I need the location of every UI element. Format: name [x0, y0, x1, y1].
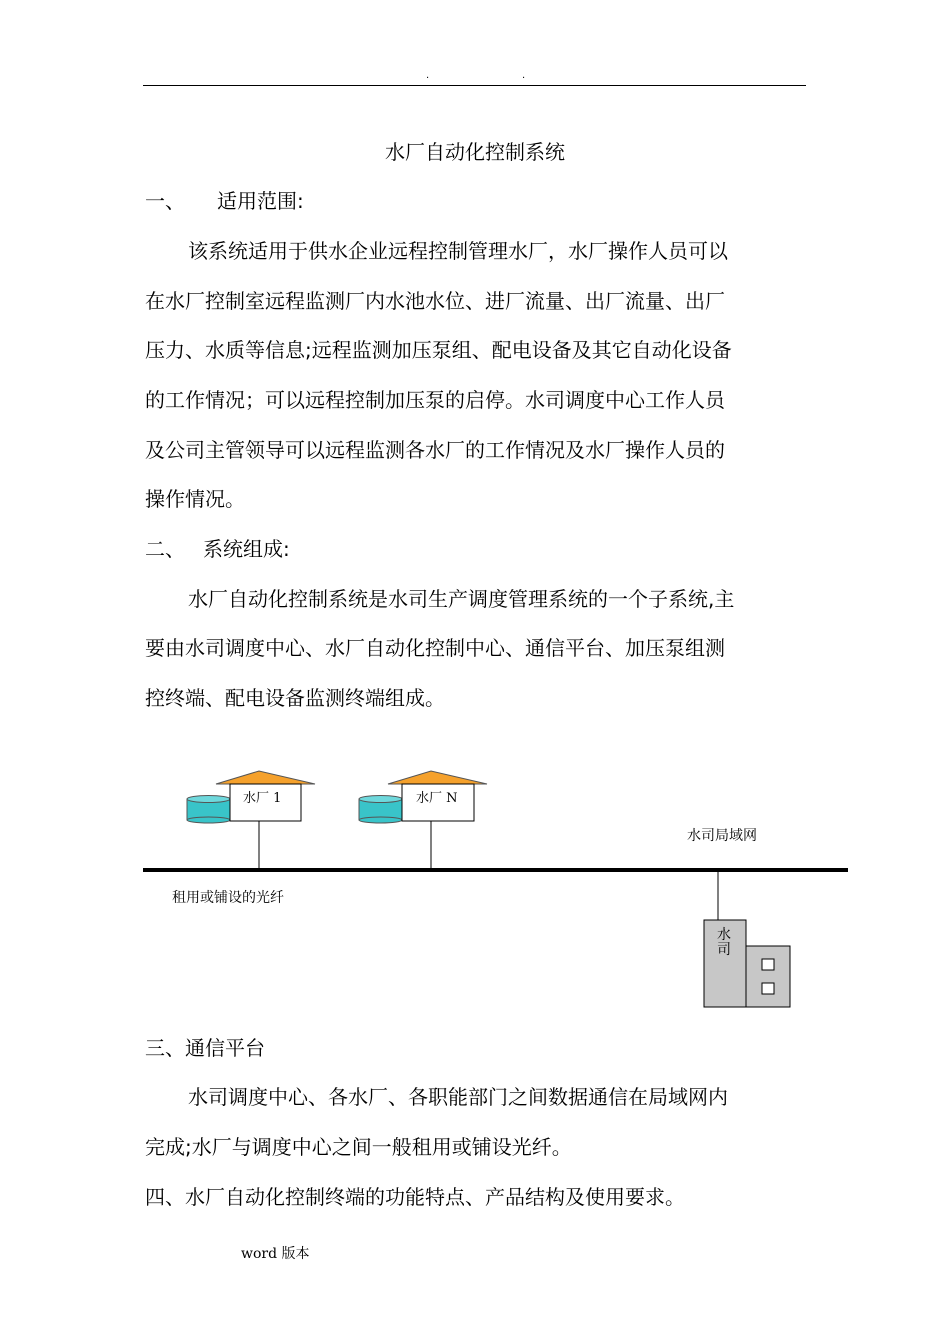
window-icon — [762, 983, 774, 994]
section1-number: 一、 — [145, 189, 185, 213]
roof-icon — [388, 771, 487, 784]
section1-line: 的工作情况；可以远程控制加压泵的启停。水司调度中心工作人员 — [145, 388, 725, 412]
section4-heading: 四、水厂自动化控制终端的功能特点、产品结构及使用要求。 — [145, 1185, 685, 1209]
section1-line: 压力、水质等信息;远程监测加压泵组、配电设备及其它自动化设备 — [145, 338, 732, 362]
water-tank-icon — [359, 796, 402, 824]
section1-line: 在水厂控制室远程监测厂内水池水位、进厂流量、出厂流量、出厂 — [145, 289, 725, 313]
section3-line: 完成;水厂与调度中心之间一般租用或铺设光纤。 — [145, 1135, 572, 1159]
section3-heading: 三、通信平台 — [145, 1036, 265, 1060]
water-tank-icon — [187, 796, 230, 824]
plant-1 — [187, 771, 315, 870]
headquarters-label: 水 司 — [717, 927, 731, 958]
lan-label: 水司局域网 — [687, 828, 757, 844]
section2-number: 二、 — [145, 537, 185, 561]
header-dot-left: . — [426, 70, 430, 81]
section1-line: 该系统适用于供水企业远程控制管理水厂，水厂操作人员可以 — [188, 239, 728, 263]
plant-n — [359, 771, 487, 870]
document-title: 水厂自动化控制系统 — [385, 140, 565, 164]
roof-icon — [216, 771, 315, 784]
section2-line: 控终端、配电设备监测终端组成。 — [145, 686, 445, 710]
window-icon — [762, 959, 774, 970]
section1-heading-text: 适用范围: — [217, 189, 304, 213]
section1-line: 操作情况。 — [145, 487, 245, 511]
section2-line: 要由水司调度中心、水厂自动化控制中心、通信平台、加压泵组测 — [145, 636, 725, 660]
fiber-label: 租用或铺设的光纤 — [172, 890, 284, 906]
section1-line: 及公司主管领导可以远程监测各水厂的工作情况及水厂操作人员的 — [145, 438, 725, 462]
section2-heading-text: 系统组成: — [203, 537, 290, 561]
plant-n-label: 水厂 N — [416, 791, 458, 806]
section3-line: 水司调度中心、各水厂、各职能部门之间数据通信在局域网内 — [188, 1085, 728, 1109]
section2-line: 水厂自动化控制系统是水司生产调度管理系统的一个子系统,主 — [188, 587, 735, 611]
footer-text: word 版本 — [241, 1246, 310, 1262]
plant-1-label: 水厂 1 — [243, 791, 282, 806]
header-dot-right: . — [522, 70, 526, 81]
